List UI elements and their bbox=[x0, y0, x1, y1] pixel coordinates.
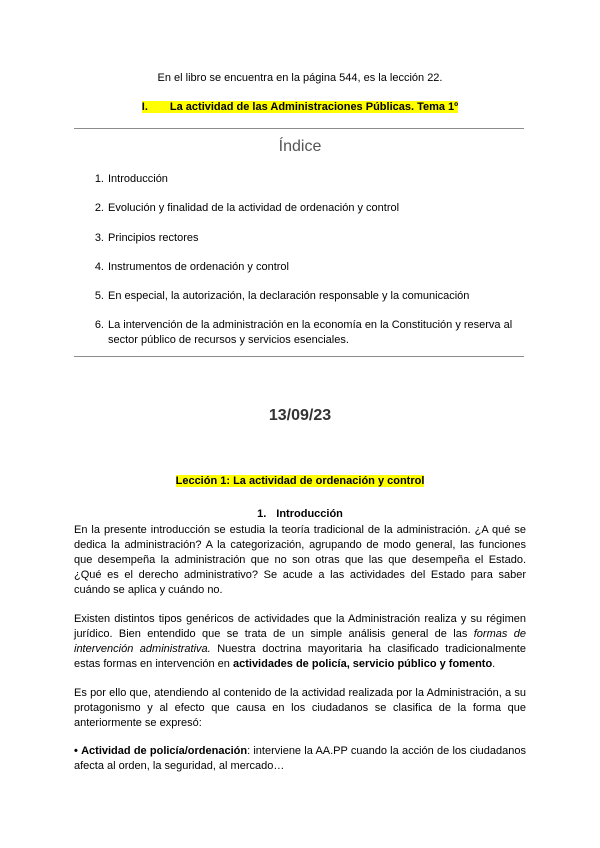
index-item-number: 5. bbox=[94, 290, 104, 302]
subsection-heading bbox=[0, 507, 600, 522]
paragraph-1-text: En la presente introducción se estudia la teoría tradicional de la administración. ¿A qué se dedica la administración? A la categorización, agrupando de modo general, las funciones que desempeña la administración que no son otras que las que desempeña el Estado. ¿Qué es el derecho administrativo? Se acude a las actividades del Estado para saber cuándo se aplica y cuándo no. bbox=[74, 524, 526, 596]
p2-bold: actividades de policía, servicio público y fomento bbox=[232, 658, 493, 670]
subsection-number: 1. bbox=[257, 508, 267, 520]
paragraph-2-text bbox=[74, 612, 526, 672]
section-number: I. bbox=[141, 101, 148, 113]
index-item-number: 2. bbox=[94, 202, 104, 214]
paragraph-1 bbox=[74, 523, 526, 598]
section-heading-highlight bbox=[142, 101, 458, 113]
index-title: Índice bbox=[278, 138, 322, 155]
paragraph-2 bbox=[74, 612, 526, 672]
index-item-number: 3. bbox=[94, 232, 104, 244]
index-item-number: 1. bbox=[94, 173, 104, 185]
index-item-text: La intervención de la administración en la economía en la Constitución y reserva al sector público de recursos y servicios esenciales. bbox=[108, 319, 513, 346]
lesson-title-highlight: Lección 1: La actividad de ordenación y control bbox=[175, 475, 425, 487]
p2-part-a: Existen distintos tipos genéricos de actividades que la Administración realiza y su régimen jurídico. Bien entendido que se trata de un simple análisis general de las bbox=[74, 613, 526, 640]
index-item-text: Principios rectores bbox=[108, 232, 199, 244]
index-item-number: 6. bbox=[94, 319, 104, 331]
subsection-title: Introducción bbox=[276, 508, 343, 520]
index-item-text: Evolución y finalidad de la actividad de ordenación y control bbox=[108, 202, 400, 214]
index-item-text: Instrumentos de ordenación y control bbox=[108, 261, 289, 273]
p2-part-b: Nuestra doctrina mayoritaria ha clasificado tradicionalmente estas formas en intervención en bbox=[74, 643, 526, 670]
lesson-title bbox=[0, 474, 600, 489]
section-title: La actividad de las Administraciones Públicas. Tema 1º bbox=[169, 101, 459, 113]
book-reference: En el libro se encuentra en la página 544, es la lección 22. bbox=[157, 72, 443, 84]
paragraph-3-text: Es por ello que, atendiendo al contenido de la actividad realizada por la Administración, a su protagonismo y al efecto que causa en los ciudadanos se clasifica de la forma que anteriormente se expresó: bbox=[74, 687, 526, 729]
date-heading: 13/09/23 bbox=[268, 407, 332, 424]
top-divider bbox=[74, 128, 524, 129]
index-item-text: Introducción bbox=[108, 173, 168, 185]
index-item-text: En especial, la autorización, la declaración responsable y la comunicación bbox=[108, 290, 470, 302]
paragraph-3 bbox=[74, 686, 526, 731]
bottom-divider bbox=[74, 356, 524, 357]
bullet-text bbox=[74, 744, 526, 774]
bullet-description: : interviene la AA.PP cuando la acción de los ciudadanos afecta al orden, la seguridad, al mercado… bbox=[74, 745, 526, 772]
bullet-mark: • bbox=[74, 745, 78, 757]
index-item-number: 4. bbox=[94, 261, 104, 273]
p2-end: . bbox=[492, 658, 496, 670]
section-heading bbox=[0, 100, 600, 115]
p2-italic: formas de intervención administrativa. bbox=[74, 628, 526, 655]
bullet-term: Actividad de policía/ordenación bbox=[81, 745, 248, 757]
bullet-item bbox=[74, 744, 526, 774]
